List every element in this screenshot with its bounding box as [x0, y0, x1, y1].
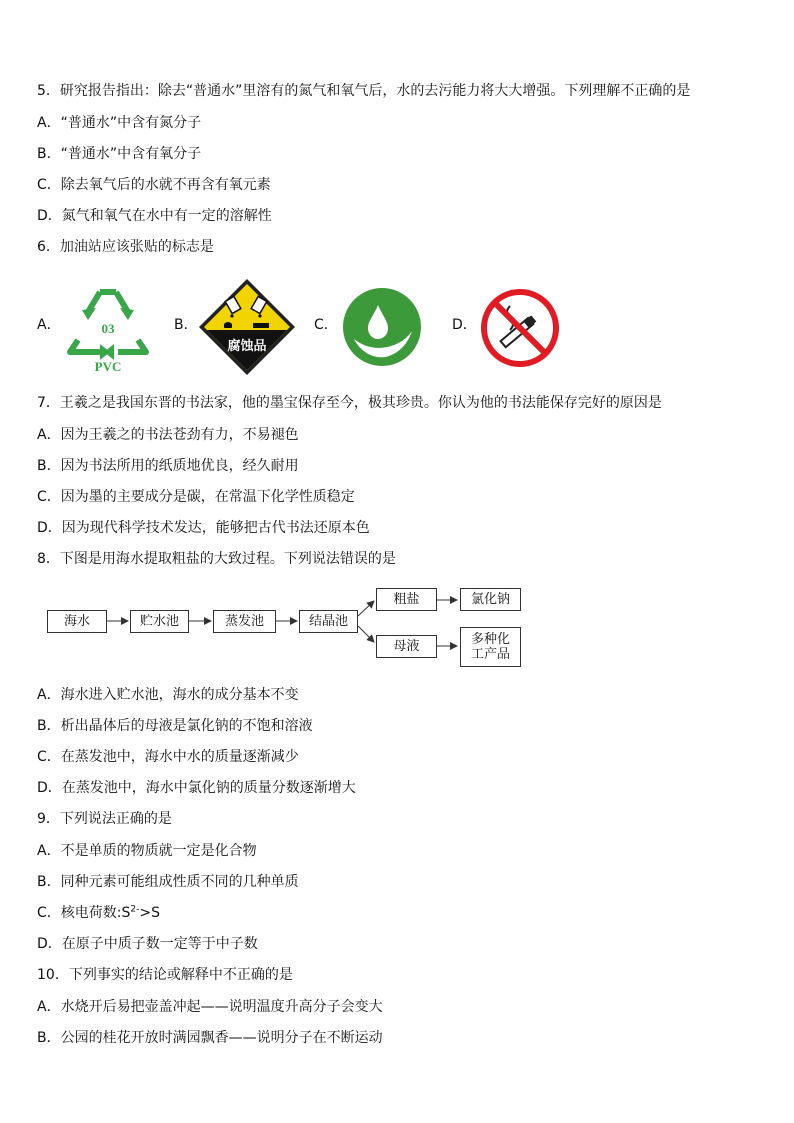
q6-label-b: B．: [174, 317, 198, 333]
recycle-icon: [60, 276, 156, 372]
q5-stem: 5．研究报告指出：除去“普通水”里溶有的氮气和氧气后，水的去污能力将大大增强。下列理解不正确的是: [37, 83, 691, 99]
salt-process-flowchart: [40, 580, 540, 680]
q9-option-b: B．同种元素可能组成性质不同的几种单质: [37, 874, 299, 890]
q5-option-d: D．氮气和氧气在水中有一定的溶解性: [37, 208, 272, 224]
chemical-products-line2: 工产品: [470, 647, 510, 662]
box-sodium-chloride: 氯化钠: [460, 588, 521, 611]
corrosive-icon: [198, 278, 296, 376]
corrosive-text: 腐蚀品: [227, 339, 267, 354]
box-storage-pool: 贮水池: [130, 610, 189, 633]
q8-stem: 8．下图是用海水提取粗盐的大致过程。下列说法错误的是: [37, 551, 396, 567]
q7-option-d: D．因为现代科学技术发达，能够把古代书法还原本色: [37, 520, 370, 536]
q7-option-a: A．因为王羲之的书法苍劲有力，不易褪色: [37, 427, 299, 443]
q9-option-c-superscript: 2-: [130, 904, 140, 915]
q10-option-a: A．水烧开后易把壶盖冲起——说明温度升高分子会变大: [37, 999, 383, 1015]
q8-option-c: C．在蒸发池中，海水中水的质量逐渐减少: [37, 749, 299, 765]
q8-option-b: B．析出晶体后的母液是氯化钠的不饱和溶液: [37, 718, 313, 734]
box-seawater: 海水: [47, 610, 107, 633]
q8-option-a: A．海水进入贮水池，海水的成分基本不变: [37, 687, 299, 703]
q10-option-b: B．公园的桂花开放时满园飘香——说明分子在不断运动: [37, 1030, 383, 1046]
q6-label-d: D．: [452, 317, 477, 333]
corrosive-hazard-sign: [198, 278, 296, 376]
q9-option-c-prefix: C．核电荷数:S: [37, 905, 131, 921]
no-smoking-icon: [480, 288, 560, 368]
box-crystallization-pool: 结晶池: [299, 610, 358, 633]
q6-stem: 6．加油站应该张贴的标志是: [37, 239, 214, 255]
q5-option-b: B．“普通水”中含有氧分子: [37, 146, 202, 162]
box-chemical-products: [460, 627, 521, 667]
water-drop-icon: [342, 287, 422, 367]
box-evaporation-pool: 蒸发池: [213, 610, 276, 633]
q7-stem: 7．王羲之是我国东晋的书法家，他的墨宝保存至今，极其珍贵。你认为他的书法能保存完好的原因是: [37, 395, 662, 411]
q6-label-c: C．: [314, 317, 338, 333]
q9-option-a: A．不是单质的物质就一定是化合物: [37, 843, 257, 859]
q7-option-c: C．因为墨的主要成分是碳，在常温下化学性质稳定: [37, 489, 355, 505]
q9-option-d: D．在原子中质子数一定等于中子数: [37, 936, 258, 952]
box-mother-liquor: 母液: [376, 635, 437, 658]
q9-option-c-suffix: >S: [139, 905, 160, 921]
recycle-pvc-sign: [60, 276, 156, 372]
q5-option-a: A．“普通水”中含有氮分子: [37, 115, 202, 131]
no-smoking-sign: [480, 288, 560, 368]
q9-stem: 9．下列说法正确的是: [37, 811, 172, 827]
chemical-products-line1: 多种化: [470, 632, 510, 647]
q7-option-b: B．因为书法所用的纸质地优良，经久耐用: [37, 458, 299, 474]
q6-label-a: A．: [37, 317, 61, 333]
q10-stem: 10．下列事实的结论或解释中不正确的是: [37, 967, 293, 983]
water-saving-sign: [342, 287, 422, 367]
q8-option-d: D．在蒸发池中，海水中氯化钠的质量分数逐渐增大: [37, 780, 356, 796]
box-crude-salt: 粗盐: [376, 588, 437, 611]
q9-option-c: [37, 903, 160, 923]
recycle-code: 03: [101, 321, 115, 336]
recycle-text: PVC: [94, 359, 122, 372]
q5-option-c: C．除去氧气后的水就不再含有氧元素: [37, 177, 271, 193]
